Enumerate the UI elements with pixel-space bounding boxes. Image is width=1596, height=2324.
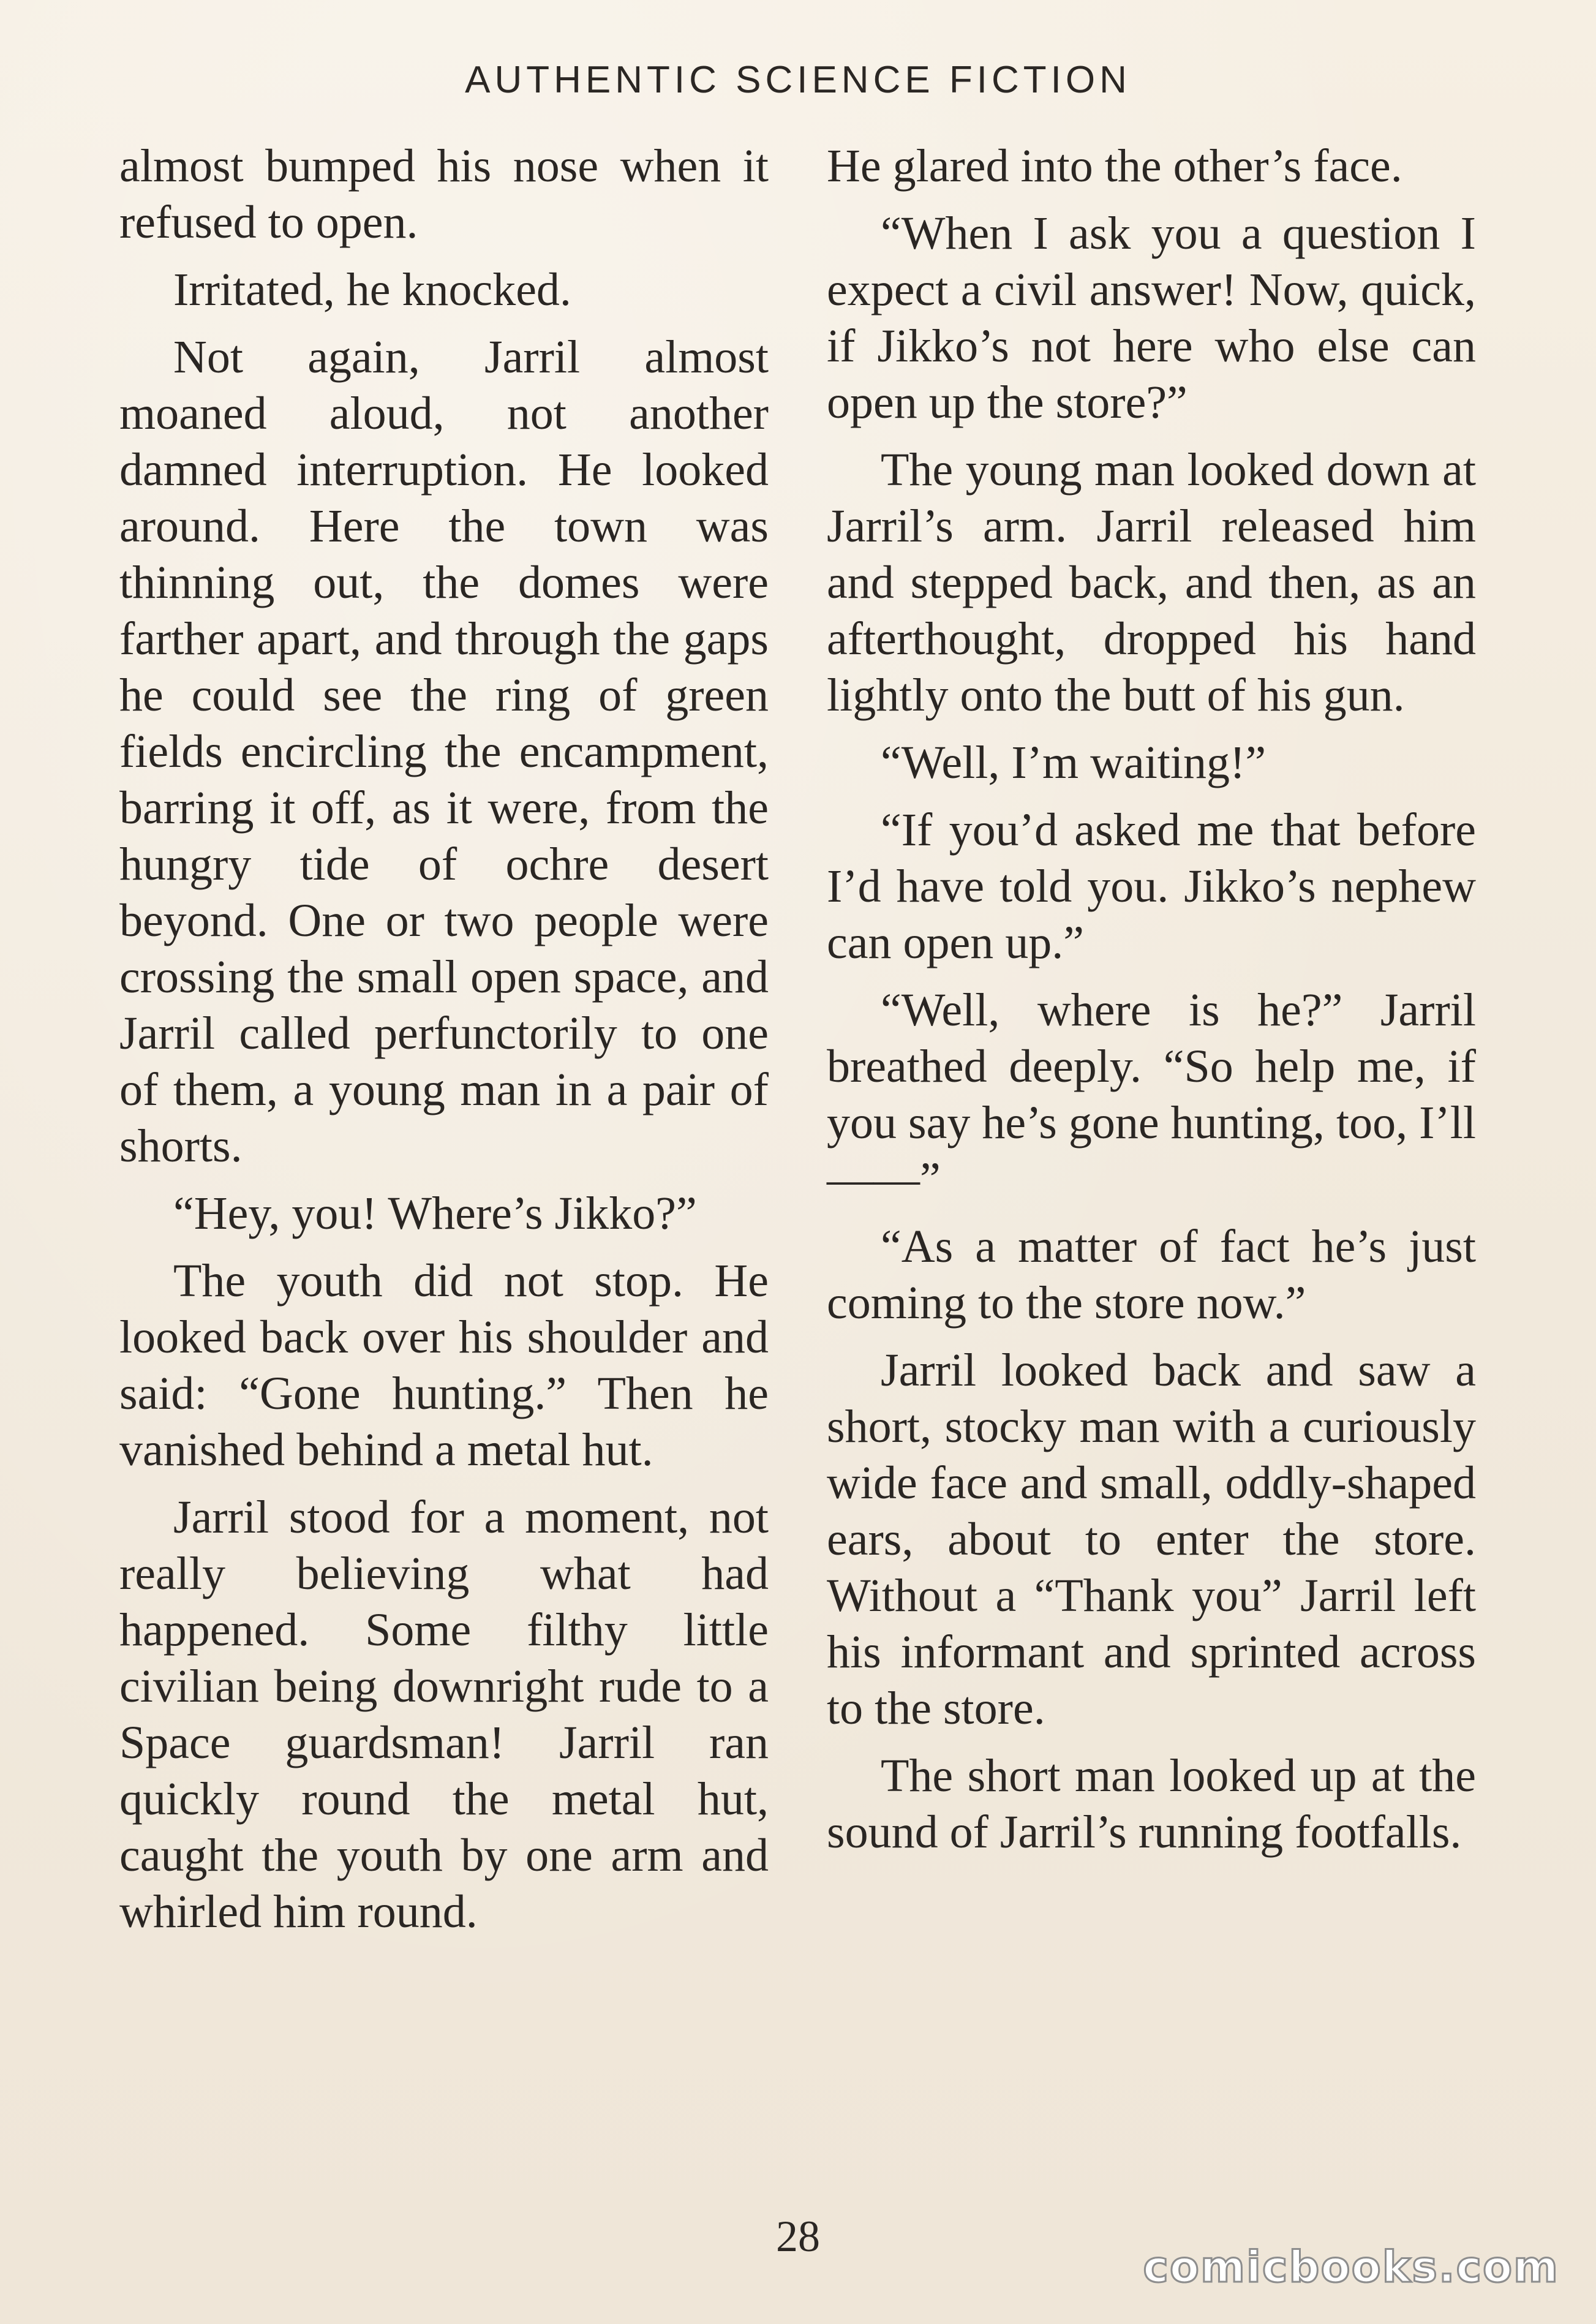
paragraph: “As a matter of fact he’s just coming to the store now.” bbox=[827, 1221, 1476, 1329]
paragraph: “Well, I’m waiting!” bbox=[881, 737, 1267, 788]
paragraph: Irritated, he knocked. bbox=[173, 264, 571, 315]
paragraph: Not again, Jarril almost moaned aloud, not another damned interruption. He looked around. Here the town was thinning out, the domes were farther apart, and through the gaps he could see the ring of green fields encircling the encampment, barring it off, as it were, from the hungry tide of ochre desert beyond. One or two people were crossing the small open space, and Jarril called perfunctorily to one of them, a young man in a pair of shorts. bbox=[119, 331, 769, 1172]
paragraph: Jarril stood for a moment, not really believing what had happened. Some filthy little civilian being downright rude to a Space guardsman! Jarril ran quickly round the metal hut, caught the youth by one arm and whirled him round. bbox=[119, 1492, 769, 1937]
paragraph: almost bumped his nose when it refused to open. bbox=[119, 140, 769, 248]
watermark: comicbooks.com bbox=[1143, 2242, 1559, 2292]
right-text-column bbox=[827, 138, 1476, 1871]
page-number: 28 bbox=[776, 2212, 820, 2261]
paragraph: He glared into the other’s face. bbox=[827, 140, 1402, 192]
paragraph: Jarril looked back and saw a short, stocky man with a curiously wide face and small, oddly-shaped ears, about to enter the store. Without a “Thank you” Jarril left his informant and sprinted across to the store. bbox=[827, 1345, 1476, 1734]
paragraph: The short man looked up at the sound of Jarril’s running footfalls. bbox=[827, 1750, 1476, 1858]
paragraph: “Hey, you! Where’s Jikko?” bbox=[173, 1188, 697, 1239]
left-text-column bbox=[119, 138, 769, 1951]
paragraph: “If you’d asked me that before I’d have told you. Jikko’s nephew can open up.” bbox=[827, 804, 1476, 968]
paragraph: “When I ask you a question I expect a civil answer! Now, quick, if Jikko’s not here who else can open up the store?” bbox=[827, 208, 1476, 428]
paragraph: The youth did not stop. He looked back over his shoulder and said: “Gone hunting.” Then he vanished behind a metal hut. bbox=[119, 1255, 769, 1476]
running-head: AUTHENTIC SCIENCE FICTION bbox=[465, 59, 1131, 101]
paragraph: The young man looked down at Jarril’s arm. Jarril released him and stepped back, and then, as an afterthought, dropped his hand lightly onto the butt of his gun. bbox=[827, 444, 1476, 721]
paragraph: “Well, where is he?” Jarril breathed deeply. “So help me, if you say he’s gone hunting, too, I’ll——” bbox=[827, 984, 1476, 1205]
